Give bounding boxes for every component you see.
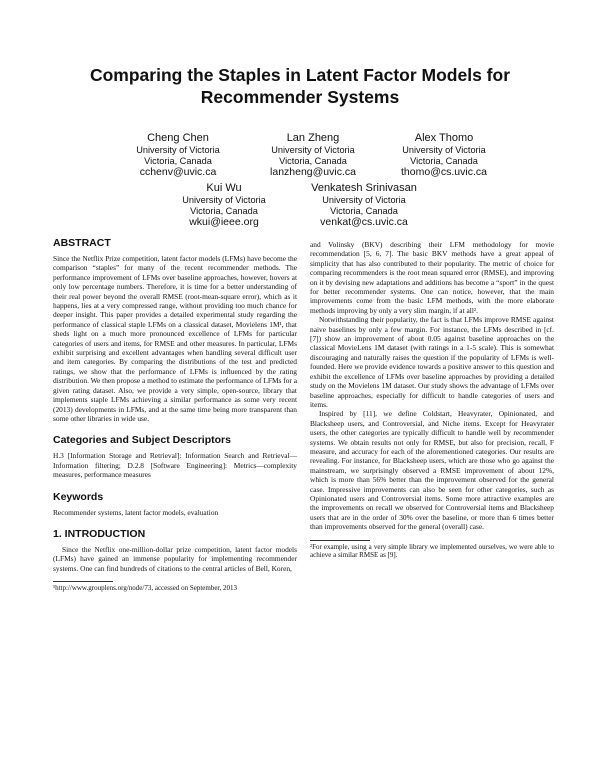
author-name: Venkatesh Srinivasan [311,182,417,194]
author-location: Victoria, Canada [279,155,347,166]
author-affiliation: University of Victoria [322,195,406,205]
author-affiliation: University of Victoria [271,145,355,155]
author-email: thomo@cs.uvic.ca [401,166,487,178]
author-email: venkat@cs.uvic.ca [320,216,408,228]
author-block [364,132,524,178]
paper-title: Comparing the Staples in Latent Factor Models for Recommender Systems [89,65,511,107]
keywords-heading: Keywords [53,490,104,503]
intro-paragraph-2: Notwithstanding their popularity, the fact is that LFMs improve RMSE against naive baselines by only a few margin. For instance, the LFMs described in [cf. [7]) show an improvement of about 0.05 against baseline approaches on the classical MovieLens 1M dataset (with ratings in a 1-5 scale). This is somewhat discouraging and naturally raises the question if the popularity of LFMs is well-founded. Here we provide evidence towards a positive answer to this question and exhibit the excellence of LFMs over baseline approaches by providing a detailed study on the Movielens 1M dataset. Our study shows the advantage of LFMs over baseline approaches, especially for difficult to handle categories of users and items. [310,315,554,409]
author-block [144,182,304,228]
author-name: Cheng Chen [147,132,209,144]
author-name: Alex Thomo [414,132,474,144]
left-column [53,237,297,593]
author-email: lanzheng@uvic.ca [270,166,356,178]
author-block [284,182,444,228]
author-affiliation: University of Victoria [136,145,220,155]
intro-paragraph-1: and Volinsky (BKV) describing their LFM methodology for movie recommendation [5, 6, 7]. The basic BKV methods have a great appeal of simplicity that has also contributed to their popularity. The metric of choice for comparing recommenders is the root mean squared error (RMSE), and improving on it by devising new adaptations and additions has become a “sport” in the quest for better recommender systems. One can notice, however, that the main improvements come from the basic LFM methods, with the more elaborate methods improving by only a very slim margin, if at all². [310,240,554,315]
author-name: Lan Zheng [286,132,340,144]
author-location: Victoria, Canada [410,155,478,166]
footnote-rule [310,540,370,541]
intro-paragraph-3: Inspired by [11], we define Coldstart, Heavyrater, Opinionated, and Blacksheep users, and Controversial, and Niche items. Except for Heavyrater users, the other categories are typically difficult to handle well by recommender systems. We obtain results not only for RMSE, but also for precision, recall, F measure, and accuracy for each of the aforementioned categories. Our results are revealing. For instance, for Blacksheep users, which are those who go against the mainstream, we surprisingly observed a RMSE improvement of about 12%, which is more than 56% better than the improvement observed for the general case. Impressive improvements can also be seen for other categories, such as Opinionated users and Controversial items. Some more attractive examples are the improvements on recall we observed for Controversial items and Blacksheep users that are in the order of 30% over the baseline, or more than 6 times better than improvements observed for the general (overall) case. [310,409,554,532]
abstract-heading: ABSTRACT [53,237,111,249]
author-location: Victoria, Canada [190,205,258,216]
author-location: Victoria, Canada [330,205,398,216]
author-affiliation: University of Victoria [182,195,266,205]
footnote-1: ¹http://www.grouplens.org/node/73, accessed on September, 2013 [53,584,237,593]
author-location: Victoria, Canada [144,155,212,166]
footnote-2: ²For example, using a very simple library we implemented ourselves, we were able to achieve a similar RMSE as [9]. [310,542,554,560]
introduction-text: Since the Netflix one-million-dollar prize competition, latent factor models (LFMs) have gained an immense popularity for implementing recommender systems. One can find hundreds of citations to the central articles of Bell, Koren, [53,544,297,573]
author-affiliation: University of Victoria [402,145,486,155]
author-email: cchenv@uvic.ca [139,166,217,178]
author-name: Kui Wu [206,182,242,194]
categories-text: H.3 [Information Storage and Retrieval]: Information Search and Retrieval—Information filtering; D.2.8 [Software Engineering]: Metrics—complexity measures, performance measures [53,451,297,480]
right-column [310,240,554,560]
categories-heading: Categories and Subject Descriptors [53,434,231,447]
introduction-heading: 1. INTRODUCTION [53,527,146,540]
footnote-rule [53,581,113,582]
author-email: wkui@ieee.org [189,216,259,228]
abstract-text: Since the Netflix Prize competition, latent factor models (LFMs) have become the comparison “staples” for many of the recent recommender methods. The performance improvement of LFMs over baseline approaches, however, hovers at only low percentage numbers. Therefore, it is time for a better understanding of their real power beyond the overall RMSE (root-mean-square error), which as it happens, lies at a very compressed range, without providing too much chance for deeper insight. This paper provides a detailed experimental study regarding the performance of classical staple LFMs on a classical dataset, Movielens 1M¹, that sheds light on a much more pronounced excellence of LFMs for particular categories of users and items, for RMSE and other measures. In particular, LFMs exhibit surprising and excellent advantages when handling several difficult user and item categories. By comparing the distributions of the test and predicted ratings, we show that the performance of LFMs is influenced by the rating distribution. We then propose a method to estimate the performance of LFMs for a given rating dataset. Also, we provide a very simple, open-source, library that implements staple LFMs achieving a similar performance as some very recent (2013) developments in LFMs, and at the same time being more transparent than some other libraries in wide use. [53,254,297,423]
keywords-text: Recommender systems, latent factor models, evaluation [53,507,219,517]
